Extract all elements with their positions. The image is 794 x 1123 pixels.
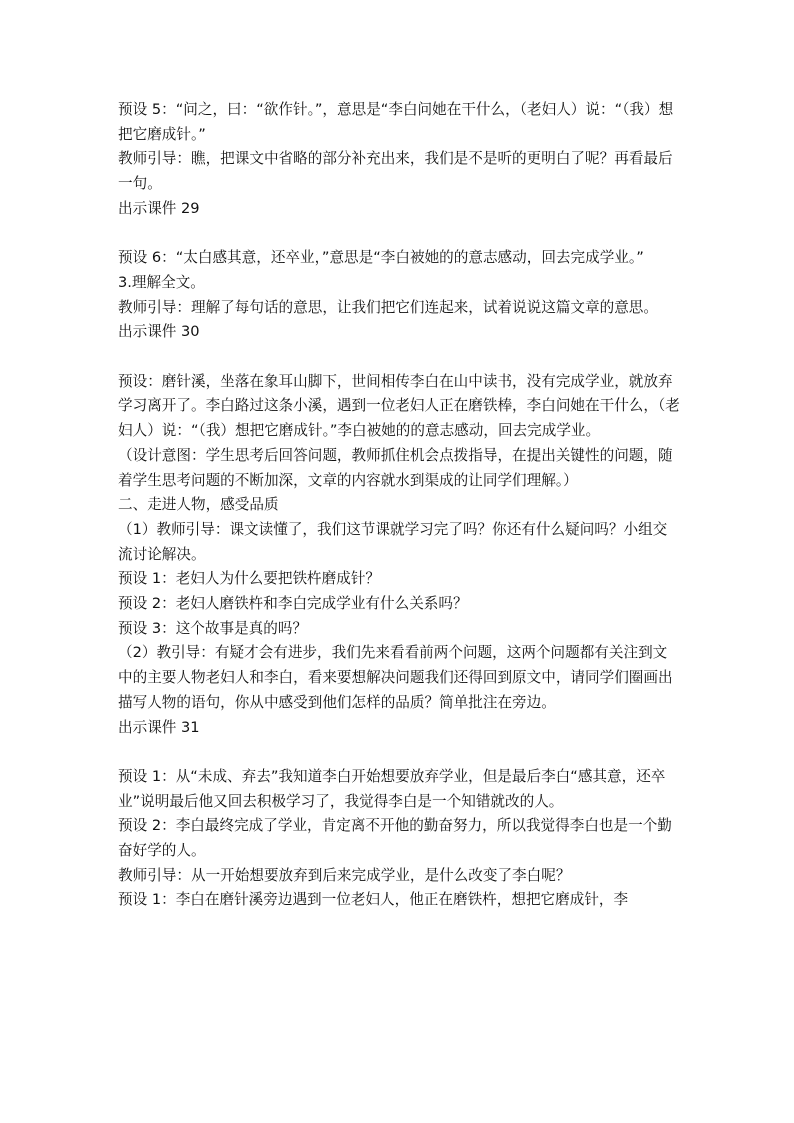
- paragraph: 3.理解全文。: [118, 273, 205, 291]
- paragraph: 预设 5：“问之，曰：“欲作针。”，意思是“李白问她在干什么，（老妇人）说：“（我）想把它磨成针。”: [118, 101, 674, 143]
- paragraph: 预设 1：李白在磨针溪旁边遇到一位老妇人，他正在磨铁杵，想把它磨成针，李: [118, 891, 629, 909]
- paragraph: （2）教引导：有疑才会有进步，我们先来看看前两个问题，这两个问题都有关注到文中的主要人物老妇人和李白，看来要想解决问题我们还得回到原文中，请同学们圈画出描写人物的语句，你从中感受到他们怎样的品质？简单批注在旁边。: [118, 644, 673, 711]
- paragraph: （1）教师引导：课文读懂了，我们这节课就学习完了吗？你还有什么疑问吗？小组交流讨论解决。: [118, 520, 668, 563]
- blank-line: [118, 222, 680, 247]
- blank-line: [118, 740, 680, 765]
- paragraph: 预设 2：老妇人磨铁杵和李白完成学业有什么关系吗？: [118, 595, 468, 613]
- section-heading: 二、走进人物，感受品质: [118, 496, 279, 514]
- paragraph: 预设 3：这个故事是真的吗？: [118, 619, 308, 637]
- paragraph: 预设 2：李白最终完成了学业，肯定离不开他的勤奋努力，所以我觉得李白也是一个勤奋好学的人。: [118, 817, 672, 860]
- paragraph: 出示课件 29: [118, 199, 200, 217]
- paragraph: 教师引导：理解了每句话的意思，让我们把它们连起来，试着说说这篇文章的意思。: [118, 298, 658, 316]
- paragraph: 教师引导：从一开始想要放弃到后来完成学业，是什么改变了李白呢？: [118, 866, 571, 884]
- paragraph: 出示课件 31: [118, 718, 200, 736]
- paragraph: （设计意图：学生思考后回答问题，教师抓住机会点拨指导，在提出关键性的问题，随着学生思考问题的不断加深，文章的内容就水到渠成的让同学们理解。）: [118, 446, 673, 489]
- paragraph: 教师引导：瞧，把课文中省略的部分补充出来，我们是不是听的更明白了呢？再看最后一句。: [118, 150, 673, 193]
- paragraph: 出示课件 30: [118, 323, 200, 341]
- paragraph: 预设 1：老妇人为什么要把铁杵磨成针？: [118, 570, 381, 588]
- paragraph: 预设 6：“太白感其意，还卒业，”意思是“李白被她的的意志感动，回去完成学业。”: [118, 249, 644, 267]
- blank-line: [118, 345, 680, 370]
- paragraph: 预设：磨针溪，坐落在象耳山脚下，世间相传李白在山中读书，没有完成学业，就放弃学习离开了。李白路过这条小溪，遇到一位老妇人正在磨铁棒，李白问她在干什么，（老妇人）说：“（我）想把它磨成针。”李白被她的的意志感动，回去完成学业。: [118, 372, 680, 440]
- paragraph: 预设 1：从“未成、弃去”我知道李白开始想要放弃学业，但是最后李白“感其意，还卒业”说明最后他又回去积极学习了，我觉得李白是一个知错就改的人。: [118, 767, 666, 810]
- document-page: [118, 98, 680, 913]
